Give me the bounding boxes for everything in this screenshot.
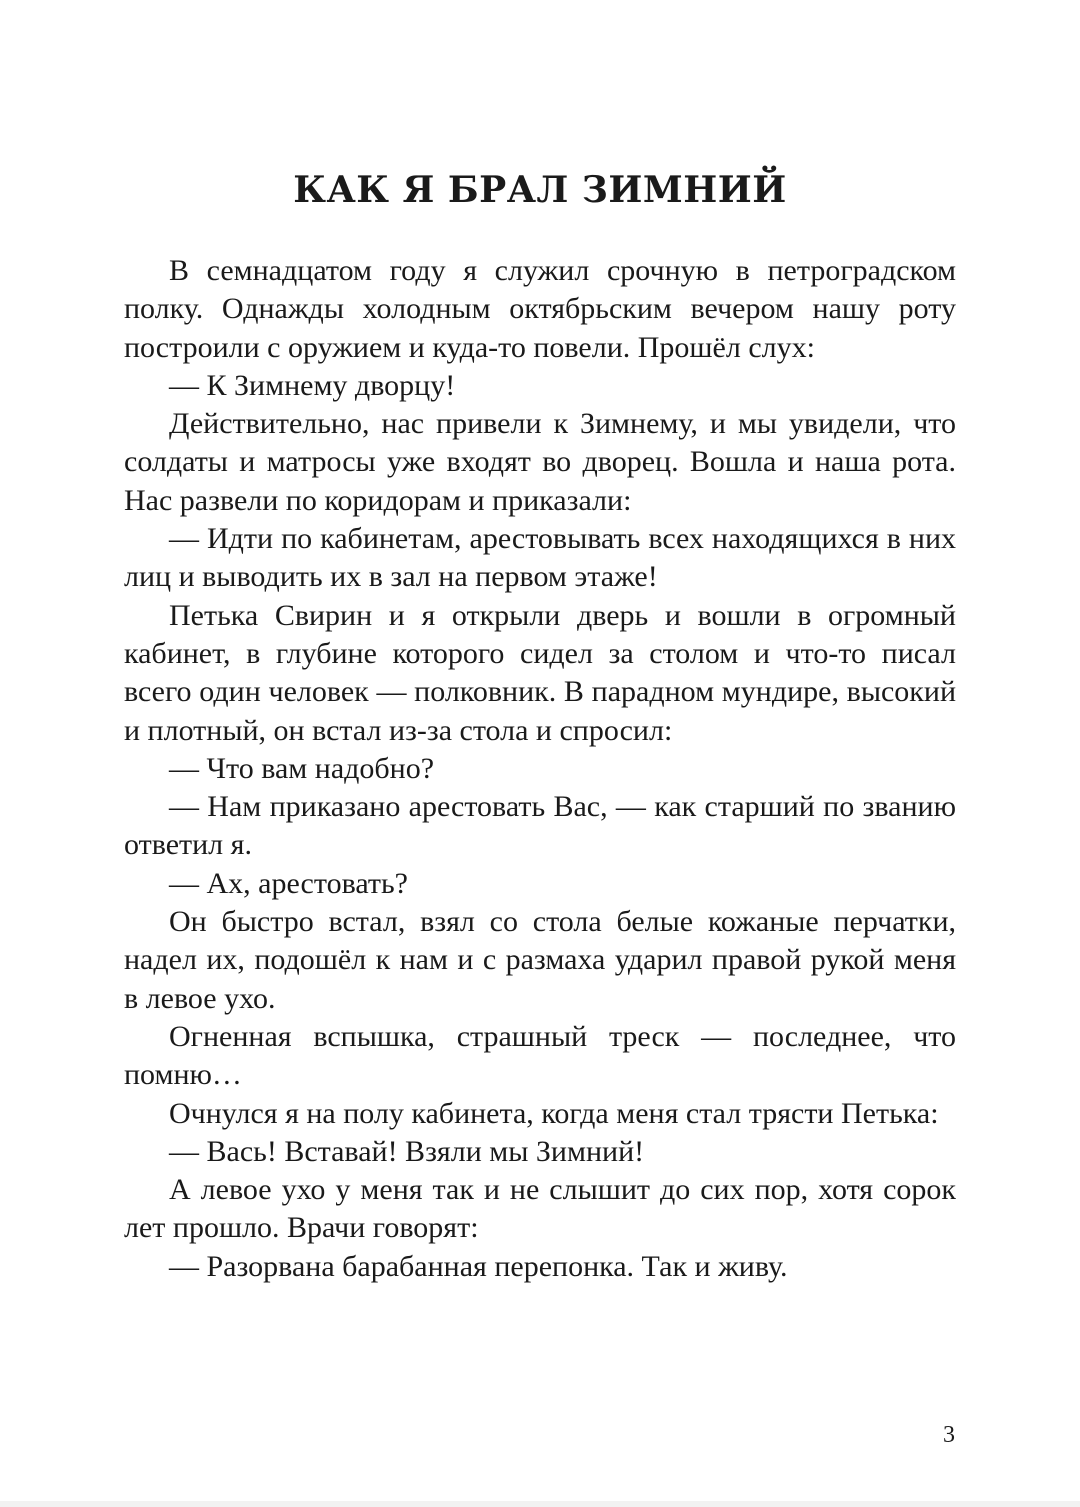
paragraph: — Нам приказано арестовать Вас, — как старший по званию ответил я.: [124, 790, 956, 862]
paragraph: Огненная вспышка, страшный треск — последнее, что помню…: [124, 1019, 956, 1092]
paragraph: Он быстро встал, взял со стола белые кожаные перчатки, надел их, подошёл к нам и с размаха ударил правой рукой меня в левое ухо.: [124, 905, 956, 1015]
paragraph: — Что вам надобно?: [169, 751, 435, 785]
paragraph: — Идти по кабинетам, арестовывать всех находящихся в них лиц и выводить их в зал на первом этаже!: [124, 522, 956, 594]
paragraph: Петька Свирин и я открыли дверь и вошли в огромный кабинет, в глубине которого сидел за столом и что-то писал всего один человек — полковник. В парадном мундире, высокий и плотный, он встал из-за стола и спросил:: [124, 598, 956, 747]
page-number: 3: [943, 1422, 955, 1448]
paragraph: — Вась! Вставай! Взяли мы Зимний!: [169, 1134, 645, 1168]
paragraph: — К Зимнему дворцу!: [169, 368, 456, 402]
chapter-title: КАК Я БРАЛ ЗИМНИЙ: [293, 169, 787, 211]
paragraph: — Ах, арестовать?: [169, 866, 408, 900]
page-bottom-edge: [0, 1501, 1080, 1507]
paragraph: Действительно, нас привели к Зимнему, и мы увидели, что солдаты и матросы уже входят во дворец. Вошла и наша рота. Нас развели по коридорам и приказали:: [124, 407, 956, 517]
paragraph: — Разорвана барабанная перепонка. Так и живу.: [169, 1249, 788, 1283]
chapter-body: [124, 252, 956, 1286]
paragraph: Очнулся я на полу кабинета, когда меня стал трясти Петька:: [169, 1096, 939, 1130]
paragraph: В семнадцатом году я служил срочную в петроградском полку. Однажды холодным октябрьским вечером нашу роту построили с оружием и куда-то повели. Прошёл слух:: [124, 254, 956, 364]
paragraph: А левое ухо у меня так и не слышит до сих пор, хотя сорок лет прошло. Врачи говорят:: [124, 1173, 956, 1245]
